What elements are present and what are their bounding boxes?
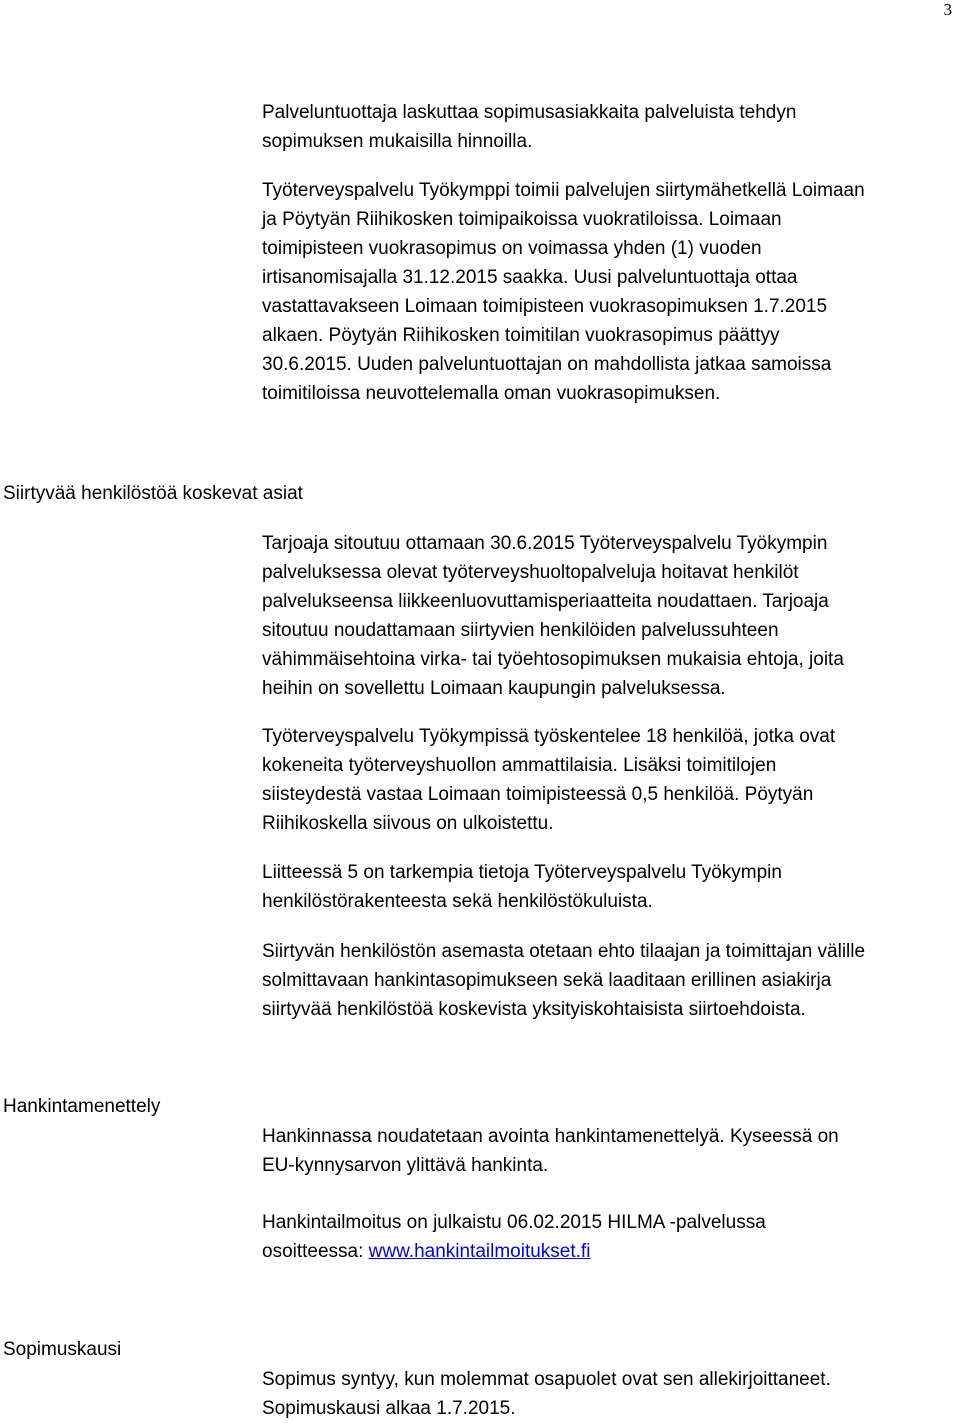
staff-section-heading: Siirtyvää henkilöstöä koskevat asiat xyxy=(3,483,303,504)
procurement-notice-paragraph xyxy=(262,1208,952,1266)
contract-period-paragraph: Sopimus syntyy, kun molemmat osapuolet ovat sen allekirjoittaneet. Sopimuskausi alkaa 1.7.2015. xyxy=(262,1369,831,1419)
premises-paragraph: Työterveyspalvelu Työkymppi toimii palvelujen siirtymähetkellä Loimaan ja Pöytyän Riihikosken toimipaikoissa vuokratiloissa. Loimaan toimipisteen vuokrasopimus on voimassa yhden (1) vuoden irtisanomisajalla 31.12.2015 saakka. Uusi palveluntuottaja ottaa vastattavakseen Loimaan toimipisteen vuokrasopimuksen 1.7.2015 alkaen. Pöytyän Riihikosken toimitilan vuokrasopimus päättyy 30.6.2015. Uuden palveluntuottajan on mahdollista jatkaa samoissa toimitiloissa neuvottelemalla oman vuokrasopimuksen. xyxy=(262,180,865,404)
contract-section-heading: Sopimuskausi xyxy=(3,1339,122,1360)
transfer-terms-paragraph: Siirtyvän henkilöstön asemasta otetaan ehto tilaajan ja toimittajan välille solmittavaan hankintasopimukseen sekä laaditaan erillinen asiakirja siirtyvää henkilöstöä koskevista yksityiskohtaisista siirtoehdoista. xyxy=(262,941,866,1020)
procurement-notice-text: Hankintailmoitus on julkaistu 06.02.2015 HILMA -palvelussa osoitteessa: xyxy=(262,1212,766,1262)
staff-transfer-paragraph: Tarjoaja sitoutuu ottamaan 30.6.2015 Työterveyspalvelu Työkympin palveluksessa olevat työterveyshuoltopalveluja hoitavat henkilöt palvelukseensa liikkeenluovuttamisperiaatteita noudattaen. Tarjoaja sitoutuu noudattamaan siirtyvien henkilöiden palvelussuhteen vähimmäisehtoina virka- tai työehtosopimuksen mukaisia ehtoja, joita heihin on sovellettu Loimaan kaupungin palveluksessa. xyxy=(262,533,844,699)
hankintailmoitukset-link[interactable]: www.hankintailmoitukset.fi xyxy=(368,1241,591,1262)
procurement-section-heading: Hankintamenettely xyxy=(3,1096,161,1117)
appendix-paragraph: Liitteessä 5 on tarkempia tietoja Työterveyspalvelu Työkympin henkilöstörakenteesta sekä henkilöstökuluista. xyxy=(262,862,782,912)
procurement-method-paragraph: Hankinnassa noudatetaan avointa hankintamenettelyä. Kyseessä on EU-kynnysarvon ylittävä hankinta. xyxy=(262,1126,839,1176)
staff-count-paragraph: Työterveyspalvelu Työkympissä työskentelee 18 henkilöä, jotka ovat kokeneita työterveyshuollon ammattilaisia. Lisäksi toimitilojen siisteydestä vastaa Loimaan toimipisteessä 0,5 henkilöä. Pöytyän Riihikoskella siivous on ulkoistettu. xyxy=(262,726,836,834)
page-number: 3 xyxy=(943,0,952,19)
billing-paragraph: Palveluntuottaja laskuttaa sopimusasiakkaita palveluista tehdyn sopimuksen mukaisilla hinnoilla. xyxy=(262,102,797,152)
